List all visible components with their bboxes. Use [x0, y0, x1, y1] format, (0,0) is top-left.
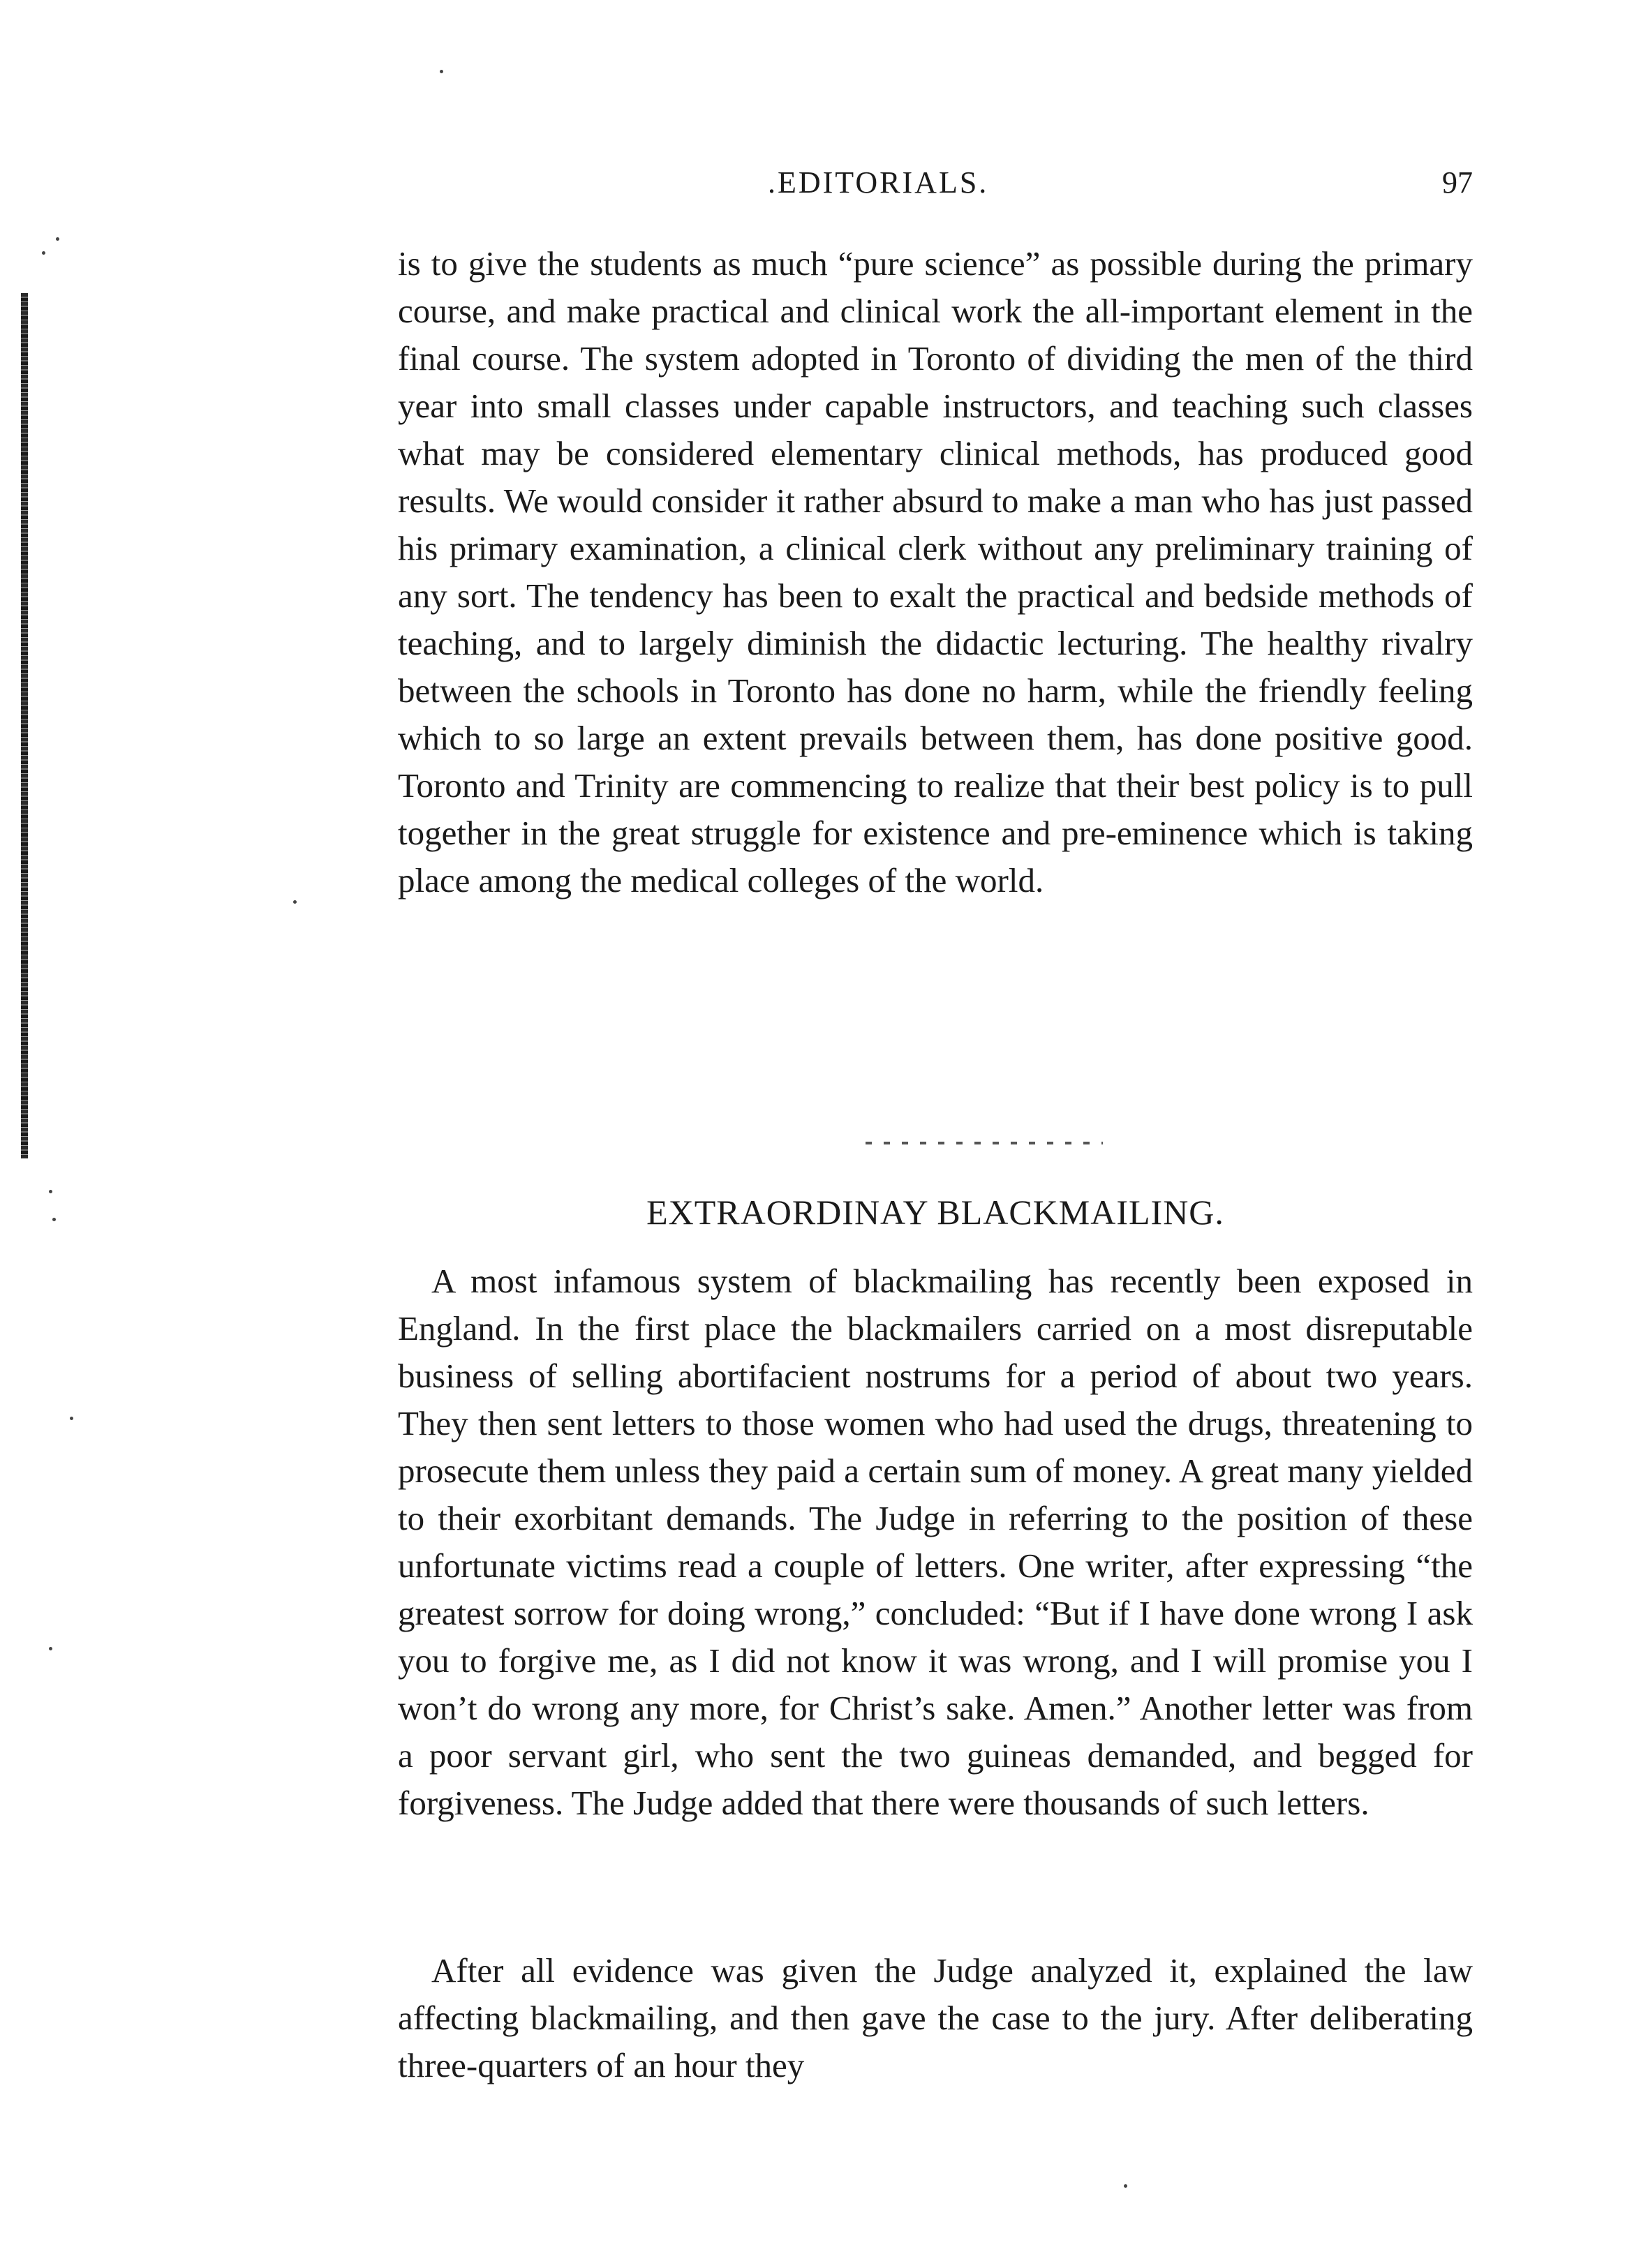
body-paragraph: After all evidence was given the Judge analyzed it, explained the law affecting blackmailing, and then gave the case to the jury. After deliberating three-quarters of an hour they	[398, 1951, 1473, 2084]
page-number: 97	[1442, 165, 1473, 200]
scan-speck	[56, 237, 59, 241]
scan-speck	[52, 1218, 56, 1221]
body-paragraph: is to give the students as much “pure science” as possible during the primary course, and make practical and clinical work the all-important element in the final course. The system adopted in Toronto of dividing the men of the third year into small classes under capable instructors, and teaching such classes what may be considered elementary clinical methods, has produced good results. We would consider it rather absurd to make a man who has just passed his primary examination, a clinical clerk without any preliminary training of any sort. The tendency has been to exalt the practical and bedside methods of teaching, and to largely diminish the didactic lecturing. The healthy rivalry between the schools in Toronto has done no harm, while the friendly feeling which to so large an extent prevails between them, has done positive good. Toronto and Trinity are commencing to realize that their best policy is to pull together in the great struggle for existence and pre-eminence which is taking place among the medical colleges of the world.	[398, 244, 1473, 900]
running-title: .EDITORIALS.	[768, 165, 989, 200]
body-paragraph: A most infamous system of blackmailing has recently been exposed in England. In the first place the blackmailers carried on a most disreputable business of selling abortifacient nostrums for a period of about two years. They then sent letters to those women who had used the drugs, threatening to prosecute them unless they paid a certain sum of money. A great many yielded to their exorbitant demands. The Judge in referring to the position of these unfortunate victims read a couple of letters. One writer, after expressing “the greatest sorrow for doing wrong,” concluded: “But if I have done wrong I ask you to forgive me, as I did not know it was wrong, and I will promise you I won’t do wrong any more, for Christ’s sake. Amen.” Another letter was from a poor servant girl, who sent the two guineas demanded, and begged for forgiveness. The Judge added that there were thousands of such letters.	[398, 1262, 1473, 1822]
scan-speck	[70, 1417, 73, 1420]
scan-speck	[293, 900, 297, 904]
section-heading: EXTRAORDINAY BLACKMAILING.	[646, 1193, 1224, 1232]
running-head	[398, 165, 1473, 214]
section-divider	[866, 1142, 1103, 1144]
scan-speck	[49, 1190, 52, 1193]
binding-edge	[21, 293, 28, 1158]
scan-speck	[440, 70, 443, 73]
scan-speck	[1124, 2184, 1127, 2188]
scan-speck	[49, 1647, 52, 1650]
scan-speck	[42, 251, 45, 255]
